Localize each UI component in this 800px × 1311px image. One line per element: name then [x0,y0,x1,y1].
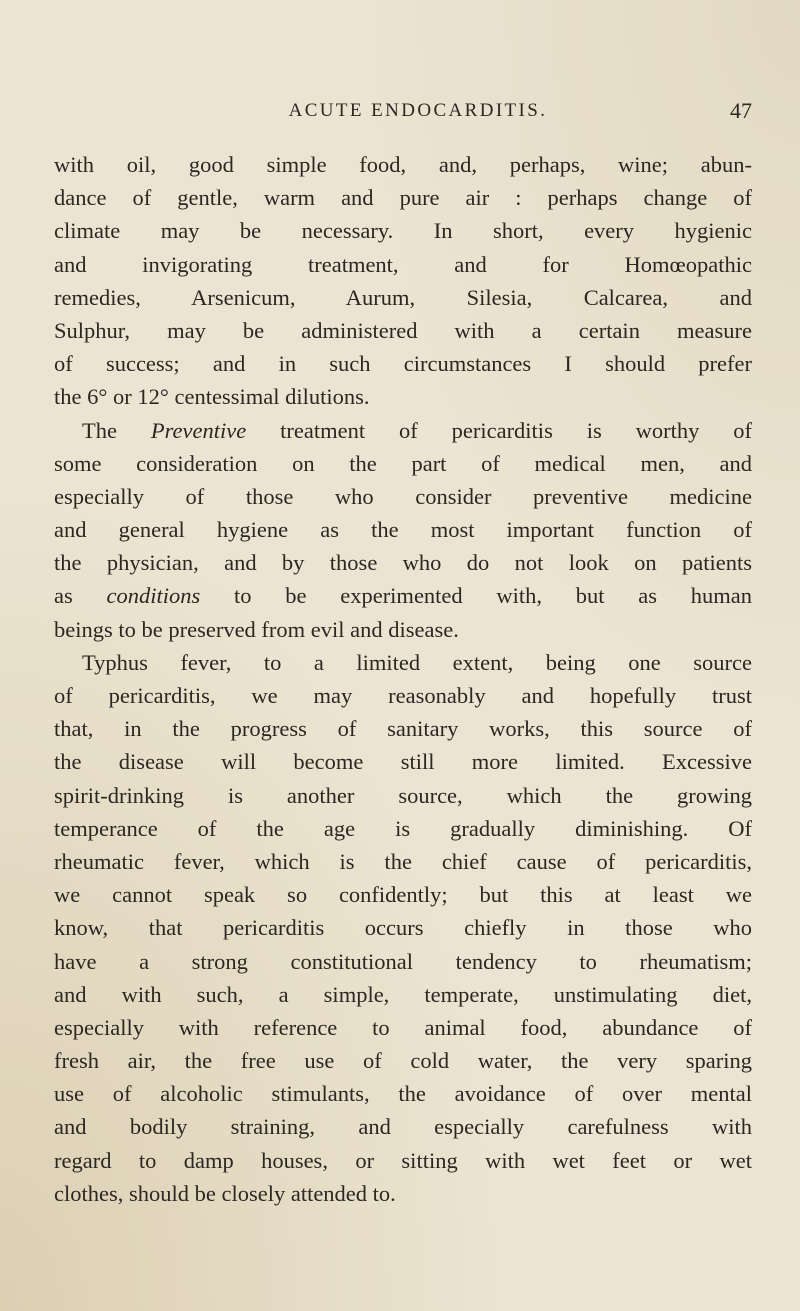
text-segment: dance of gentle, warm and pure air : perhaps change of [54,185,752,211]
text-line [54,314,752,347]
text-line [54,480,752,513]
text-line [54,380,752,413]
text-segment: and with such, a simple, temperate, unstimulating diet, [54,981,752,1007]
text-line [54,745,752,778]
text-line [54,248,752,281]
text-segment: Sulphur, may be administered with a certain measure [54,317,752,343]
text-line [54,779,752,812]
text-line [54,1144,752,1177]
body-text [54,148,752,1210]
text-segment: especially of those who consider preventive medicine [54,483,752,509]
text-segment: beings to be preserved from evil and disease. [54,616,459,642]
text-segment: the physician, and by those who do not look on patients [54,550,752,576]
text-line [54,1011,752,1044]
text-line [54,546,752,579]
text-segment: treatment of pericarditis is worthy of [246,417,752,443]
text-line [54,281,752,314]
text-segment: have a strong constitutional tendency to rheumatism; [54,948,752,974]
text-segment: Typhus fever, to a limited extent, being one source [82,649,752,675]
text-segment: temperance of the age is gradually diminishing. Of [54,815,752,841]
text-segment: as [54,583,107,609]
text-line [54,181,752,214]
text-segment: fresh air, the free use of cold water, the very sparing [54,1048,752,1074]
text-segment: regard to damp houses, or sitting with wet feet or wet [54,1147,752,1173]
text-line [54,646,752,679]
italic-text: conditions [106,583,201,609]
text-segment: The [82,417,151,443]
text-line [54,945,752,978]
text-line [54,414,752,447]
text-line [54,1044,752,1077]
running-head [54,100,752,130]
running-head-title: ACUTE ENDOCARDITIS. [288,100,548,121]
text-segment: the disease will become still more limited. Excessive [54,749,752,775]
text-line [54,513,752,546]
text-line [54,911,752,944]
text-line [54,978,752,1011]
text-segment: and general hygiene as the most important function of [54,517,752,543]
text-segment: of success; and in such circumstances I should prefer [54,351,752,377]
text-line [54,148,752,181]
italic-text: Preventive [150,417,247,443]
text-segment: know, that pericarditis occurs chiefly in those who [54,915,752,941]
text-segment: to be experimented with, but as human [200,583,752,609]
text-segment: especially with reference to animal food, abundance of [54,1014,752,1040]
text-line [54,679,752,712]
text-segment: use of alcoholic stimulants, the avoidance of over mental [54,1081,752,1107]
text-segment: remedies, Arsenicum, Aurum, Silesia, Calcarea, and [54,284,752,310]
text-segment: of pericarditis, we may reasonably and hopefully trust [54,683,752,708]
text-line [54,1110,752,1143]
text-line [54,579,752,612]
text-line [54,613,752,646]
text-line [54,447,752,480]
text-segment: we cannot speak so confidently; but this at least we [54,882,752,908]
text-segment: with oil, good simple food, and, perhaps, wine; abun- [54,152,752,177]
text-line [54,878,752,911]
text-line [54,347,752,380]
text-segment: climate may be necessary. In short, every hygienic [54,218,752,244]
text-line [54,1077,752,1110]
text-line [54,1177,752,1210]
text-segment: and bodily straining, and especially carefulness with [54,1114,752,1140]
text-segment: rheumatic fever, which is the chief cause of pericarditis, [54,848,752,874]
text-segment: clothes, should be closely attended to. [54,1180,396,1206]
text-segment: some consideration on the part of medical men, and [54,450,752,476]
text-line [54,812,752,845]
text-line [54,845,752,878]
text-segment: and invigorating treatment, and for Homœopathic [54,251,752,277]
text-line [54,712,752,745]
text-segment: spirit-drinking is another source, which the growing [54,782,752,808]
page-number: 47 [730,98,752,123]
text-line [54,214,752,247]
text-segment: that, in the progress of sanitary works, this source of [54,716,752,742]
text-segment: the 6° or 12° centessimal dilutions. [54,384,370,410]
